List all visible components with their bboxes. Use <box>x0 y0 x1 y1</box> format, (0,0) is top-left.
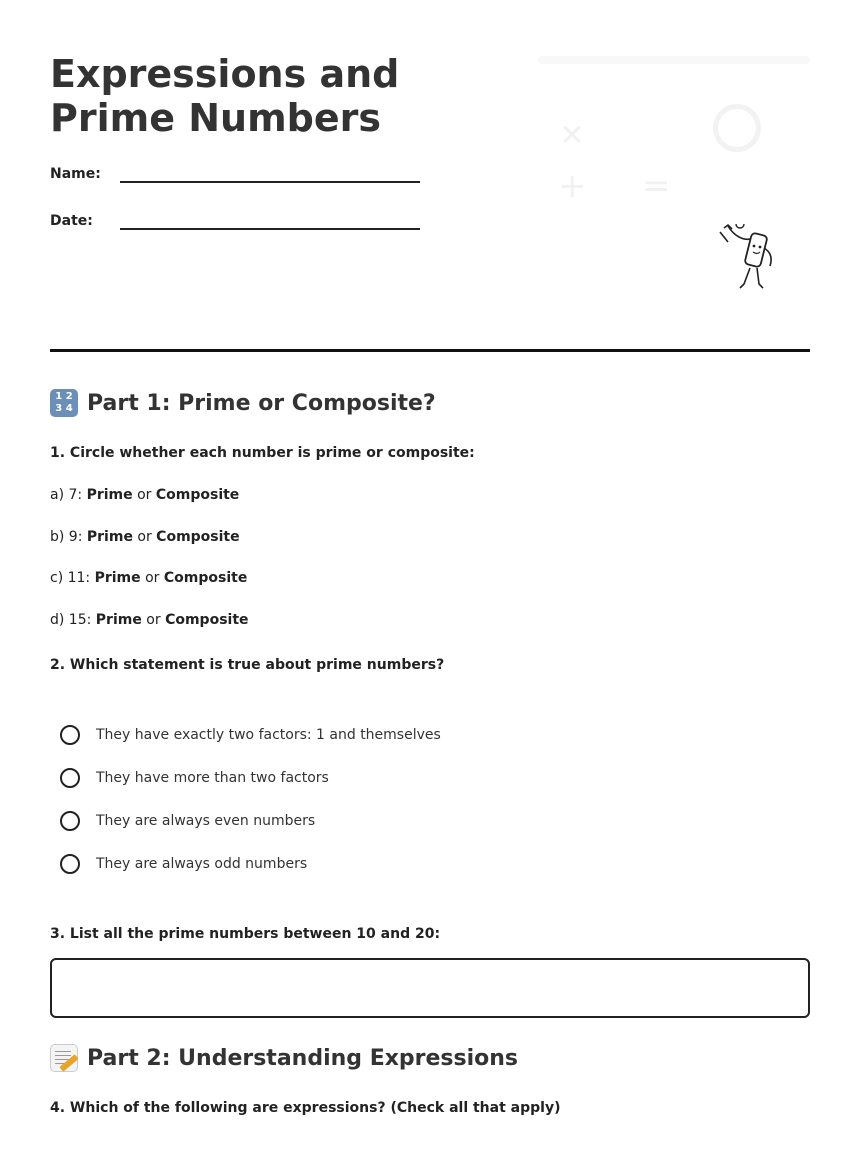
question-3-answer-box[interactable] <box>50 958 810 1018</box>
prime-composite-item-b: b) 9: Prime or Composite <box>50 529 240 545</box>
name-label: Name: <box>50 166 101 182</box>
question-2-prompt: 2. Which statement is true about prime numbers? <box>50 657 445 673</box>
prime-option[interactable]: Prime <box>94 570 141 586</box>
prime-option[interactable]: Prime <box>95 612 142 628</box>
worksheet-title: Expressions and Prime Numbers <box>50 52 400 140</box>
composite-option[interactable]: Composite <box>155 487 240 503</box>
part1-heading-text: Part 1: Prime or Composite? <box>87 390 436 416</box>
composite-option[interactable]: Composite <box>163 570 248 586</box>
prime-composite-item-c: c) 11: Prime or Composite <box>50 570 248 586</box>
question-4-prompt: 4. Which of the following are expressions? (Check all that apply) <box>50 1100 561 1116</box>
plus-decoration-icon: + <box>558 166 587 206</box>
radio-button[interactable] <box>60 768 80 788</box>
date-line[interactable] <box>120 228 420 230</box>
circle-decoration-icon <box>713 104 761 152</box>
part2-heading <box>50 1044 518 1072</box>
option-label: They are always even numbers <box>96 813 316 829</box>
question-2-option[interactable] <box>60 723 441 747</box>
question-2-option[interactable] <box>60 766 329 790</box>
part1-heading <box>50 389 436 417</box>
prime-composite-item-a: a) 7: Prime or Composite <box>50 487 240 503</box>
radio-button[interactable] <box>60 811 80 831</box>
times-decoration-icon: + <box>548 109 597 159</box>
option-label: They have exactly two factors: 1 and themselves <box>96 727 441 743</box>
question-2-option[interactable] <box>60 809 315 833</box>
composite-option[interactable]: Composite <box>156 529 240 545</box>
prime-composite-item-d: d) 15: Prime or Composite <box>50 612 249 628</box>
prime-option[interactable]: Prime <box>86 487 133 503</box>
decorative-band <box>538 56 810 64</box>
name-line[interactable] <box>120 181 420 183</box>
date-label: Date: <box>50 213 93 229</box>
mascot-icon <box>710 222 782 298</box>
question-1-prompt: 1. Circle whether each number is prime or composite: <box>50 445 475 461</box>
header-divider <box>50 349 810 352</box>
option-label: They are always odd numbers <box>96 856 308 872</box>
equals-decoration-icon: = <box>642 166 671 206</box>
radio-button[interactable] <box>60 854 80 874</box>
question-3-prompt: 3. List all the prime numbers between 10 and 20: <box>50 926 441 942</box>
prime-option[interactable]: Prime <box>86 529 133 545</box>
memo-icon <box>50 1044 78 1072</box>
radio-button[interactable] <box>60 725 80 745</box>
question-2-option[interactable] <box>60 852 307 876</box>
part2-heading-text: Part 2: Understanding Expressions <box>87 1045 519 1071</box>
option-label: They have more than two factors <box>96 770 329 786</box>
numbers-icon: 1 2 3 4 <box>50 389 78 417</box>
composite-option[interactable]: Composite <box>165 612 249 628</box>
